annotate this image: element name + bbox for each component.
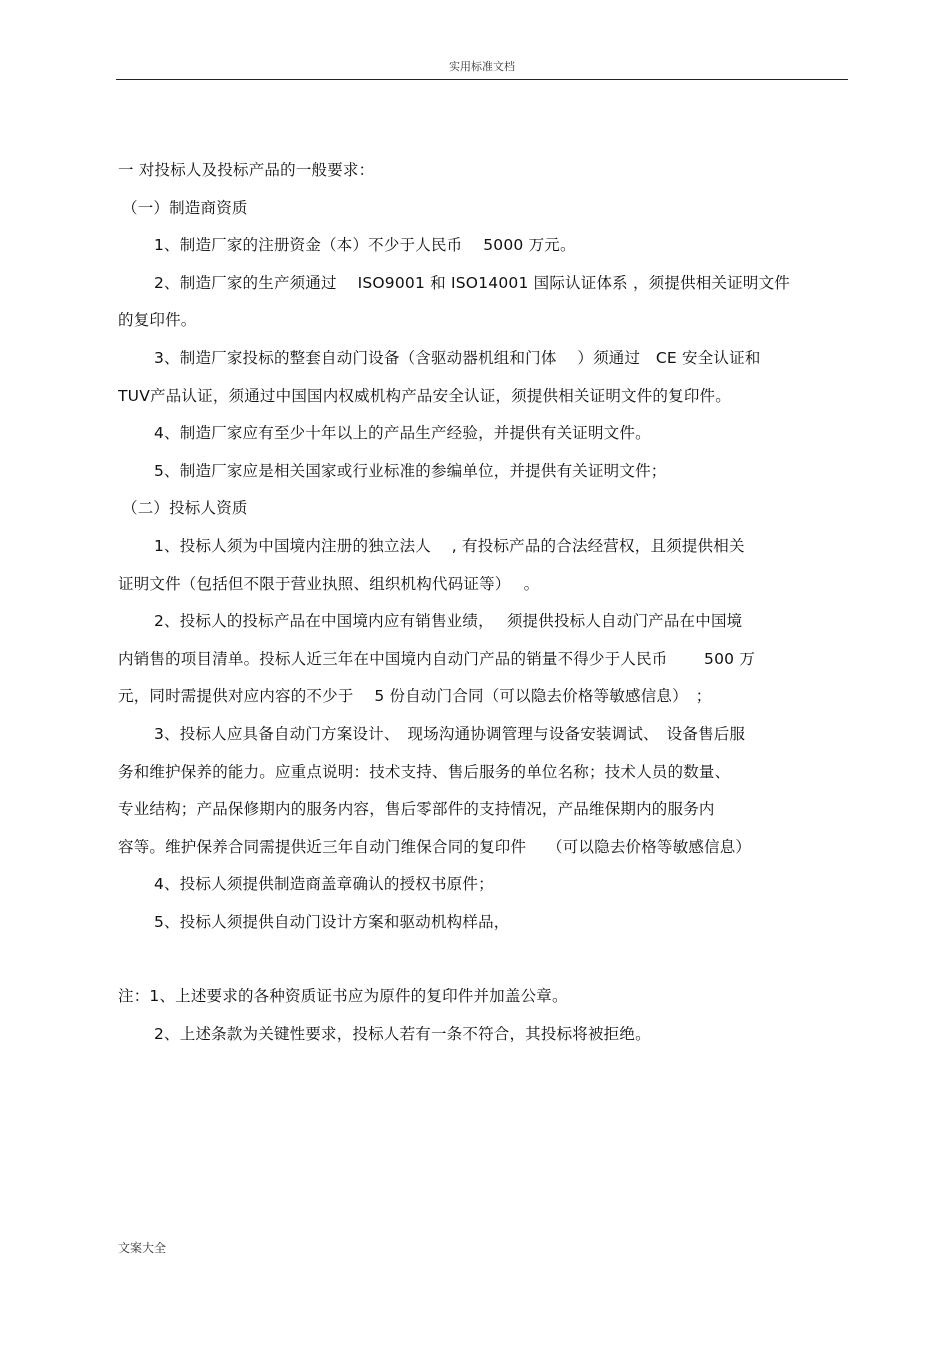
blank-line: [118, 947, 848, 984]
section-heading: 一 对投标人及投标产品的一般要求：: [118, 161, 375, 179]
page-header: 实用标准文档: [449, 60, 515, 73]
paragraph-line: 1、制造厂家的注册资金（本）不少于人民币 5000 万元。: [154, 236, 576, 255]
paragraph-line: 1、投标人须为中国境内注册的独立法人 , 有投标产品的合法经营权，且须提供相关: [154, 536, 745, 555]
paragraph-line: 务和维护保养的能力。应重点说明：技术支持、售后服务的单位名称；技术人员的数量、: [118, 762, 731, 781]
document-body: [118, 158, 848, 1060]
header-divider: [116, 79, 848, 80]
paragraph-line: 容等。维护保养合同需提供近三年自动门维保合同的复印件 （可以隐去价格等敏感信息）: [118, 837, 752, 856]
paragraph-line: 元，同时需提供对应内容的不少于 5 份自动门合同（可以隐去价格等敏感信息） ；: [118, 687, 712, 706]
note-line: 2、上述条款为关键性要求，投标人若有一条不符合，其投标将被拒绝。: [154, 1025, 651, 1044]
paragraph-line: TUV产品认证，须通过中国国内权威机构产品安全认证，须提供相关证明文件的复印件。: [118, 386, 731, 405]
paragraph-line: 证明文件（包括但不限于营业执照、组织机构代码证等） 。: [118, 574, 540, 593]
paragraph-line: 4、投标人须提供制造商盖章确认的授权书原件；: [154, 875, 494, 894]
page-footer: 文案大全: [118, 1241, 167, 1255]
paragraph-line: 2、制造厂家的生产须通过 ISO9001 和 ISO14001 国际认证体系 ，须提供相关证明文件: [154, 273, 790, 292]
subsection-heading: （一）制造商资质: [122, 198, 248, 217]
paragraph-line: 专业结构；产品保修期内的服务内容，售后零部件的支持情况，产品维保期内的服务内: [118, 800, 715, 819]
subsection-heading: （二）投标人资质: [122, 499, 248, 518]
paragraph-line: 5、制造厂家应是相关国家或行业标准的参编单位，并提供有关证明文件；: [154, 461, 667, 480]
paragraph-line: 2、投标人的投标产品在中国境内应有销售业绩， 须提供投标人自动门产品在中国境: [154, 612, 743, 631]
paragraph-line: 3、制造厂家投标的整套自动门设备（含驱动器机组和门体 ）须通过 CE 安全认证和: [154, 348, 761, 367]
paragraph-line: 4、制造厂家应有至少十年以上的产品生产经验，并提供有关证明文件。: [154, 424, 651, 443]
paragraph-line: 的复印件。: [118, 311, 197, 330]
paragraph-line: 3、投标人应具备自动门方案设计、 现场沟通协调管理与设备安装调试、 设备售后服: [154, 724, 746, 743]
paragraph-line: 内销售的项目清单。投标人近三年在中国境内自动门产品的销量不得少于人民币 500 万: [118, 649, 756, 668]
paragraph-line: 5、投标人须提供自动门设计方案和驱动机构样品，: [154, 912, 510, 931]
note-line: 注：1、上述要求的各种资质证书应为原件的复印件并加盖公章。: [118, 987, 568, 1006]
